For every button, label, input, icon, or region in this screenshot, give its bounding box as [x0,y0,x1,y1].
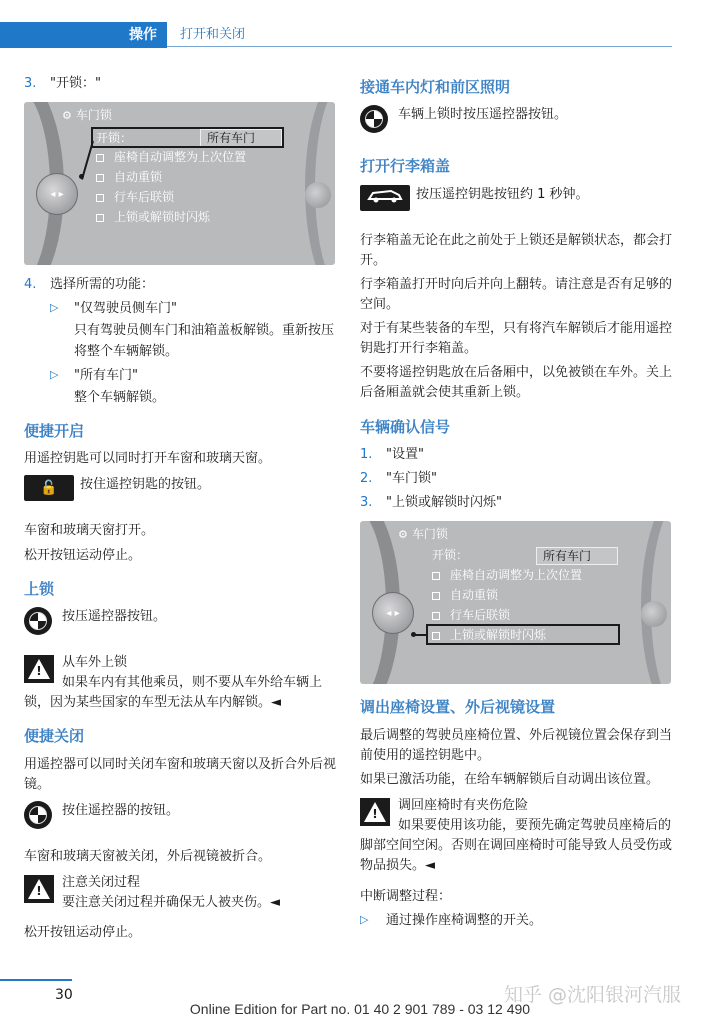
option-item: 座椅自动调整为上次位置 [432,567,582,583]
option-all-doors: ▷ "所有车门" [50,367,138,383]
option-item: 行车后联锁 [432,607,510,623]
footer-rule [0,979,72,981]
selection-frame [426,624,620,645]
option-item: 座椅自动调整为上次位置 [96,149,246,165]
callout-line [415,634,427,636]
warning-triangle-icon: ! [24,655,54,683]
heading-comfort-close: 便捷关闭 [24,727,85,746]
watermark: 知乎 @沈阳银河汽服 [504,984,682,1006]
warning-seat-pinch: ! 调回座椅时有夹伤危险 如果要使用该功能，要预先确定驾驶员座椅后的脚部空间空闲。否则在调回座椅时可能导致人员受伤或物品损失。◄ [360,797,673,874]
heading-lights: 接通车内灯和前区照明 [360,78,511,96]
section-tab: 操作 [0,22,167,48]
step-4: 4. 选择所需的功能： [24,277,155,293]
confirm-step: 2. "车门锁" [360,471,437,487]
warning-closing: ! 注意关闭过程 要注意关闭过程并确保无人被夹伤。◄ [24,873,339,913]
edition-note: Online Edition for Part no. 01 40 2 901 789 - 03 12 490 [189,1001,531,1017]
option-driver-door: ▷ "仅驾驶员侧车门" [50,301,177,317]
bmw-logo-icon [24,801,52,829]
warning-lock-outside: ! 从车外上锁 如果车内有其他乘员，则不要从车外给车辆上锁，因为某些国家的车型无法从车内解锁。◄ [24,654,323,711]
heading-seat-recall: 调出座椅设置、外后视镜设置 [360,698,556,717]
heading-confirm: 车辆确认信号 [360,417,451,436]
left-column: 3. "开锁：" ◂ ▸ ⚙ 车门锁 开锁： 所有车门 座椅自动调整为上次位置 自动重锁 行车后联锁 上锁或解锁时闪烁 4. 选择所需的功能： ▷ "仅驾驶员侧车门" 只有驾驶员侧车门和油箱盖板解锁。重新按压将整个车辆解锁。 ▷ "所有车门" 整个车辆解锁。 便捷开启 用遥控钥匙可以同时打开车窗和玻璃天窗。 🔓 按住遥控钥匙的按钮。 车窗和玻璃天窗打开。 松开按钮运动停止。 上锁 按压遥控器按钮。 ! 从车外上锁 如果车内有其他乘员，则不要从车外给车辆上锁，因为某些国家的车型无法从车内解锁。◄ 便捷关闭 用遥控器可以同时关闭车窗和玻璃天窗以及折合外后视镜。 按住遥控器的按钮。 车窗和玻璃天窗被关闭，外后视镜被折合。 ! 注意关闭过程 要注意关闭过程并确保无人被夹伤。◄ 松开按钮运动停止。 [24,74,339,947]
controller-knob-icon: ◂ ▸ [36,173,78,215]
screen-title: ⚙ 车门锁 [398,527,448,542]
option-item: 行车后联锁 [96,189,174,205]
warning-triangle-icon: ! [360,798,390,826]
right-column: 接通车内灯和前区照明 车辆上锁时按压遥控器按钮。 打开行李箱盖 按压遥控钥匙按钮约 1 秒钟。 行李箱盖无论在此之前处于上锁还是解锁状态，都会打开。 行李箱盖打开时向后并向上翻转。请注意是否有足够的空间。 对于有某些装备的车型，只有将汽车解锁后才能用遥控钥匙打开行李箱盖。 不要将遥控钥匙放在后备厢中，以免被锁在车外。关上后备厢盖就会使其重新上锁。 车辆确认信号 1. "设置" 2. "车门锁" 3. "上锁或解锁时闪烁" ◂ ▸ ⚙ 车门锁 开锁： 所有车门 座椅自动调整为上次位置 自动重锁 行车后联锁 上锁或解锁时闪烁 调出座椅设置、外后视镜设置 最后调整的驾驶员座椅位置、外后视镜位置会保存到当前使用的遥控钥匙中。 如果已激活功能，在给车辆解锁后自动调出该位置。 ! 调回座椅时有夹伤危险 如果要使用该功能，要预先确定驾驶员座椅后的脚部空间空闲。否则在调回座椅时可能导致人员受伤或物品损失。◄ 中断调整过程： ▷ 通过操作座椅调整的开关。 [360,74,675,933]
chapter-title: 打开和关闭 [180,27,246,42]
unlock-label: 开锁： [96,131,133,146]
option-driver-door-desc: 只有驾驶员侧车门和油箱盖板解锁。重新按压将整个车辆解锁。 [74,323,335,359]
unlock-key-icon: 🔓 [24,475,74,501]
option-item: 自动重锁 [96,169,162,185]
page-number: 30 [55,987,73,1003]
screen-title: ⚙ 车门锁 [62,108,112,123]
confirm-step: 1. "设置" [360,446,424,462]
trunk-car-icon [360,185,410,211]
page-header [0,22,720,48]
warning-triangle-icon: ! [24,875,54,903]
step-3: 3. "开锁：" [24,76,101,91]
unlock-value: 所有车门 [536,547,618,565]
unlock-label: 开锁： [432,548,469,563]
heading-comfort-open: 便捷开启 [24,421,85,440]
menu-button-icon [305,182,331,208]
header-divider [167,46,672,47]
selection-frame [91,127,284,148]
idrive-screen-unlock [24,102,335,265]
option-item: 上锁或解锁时闪烁 [432,627,546,643]
option-item: 上锁或解锁时闪烁 [96,209,210,225]
unlock-value: 所有车门 [200,129,282,147]
idrive-screen-flash [360,521,671,684]
bmw-logo-icon [360,105,388,133]
interrupt-bullet: ▷ 通过操作座椅调整的开关。 [360,912,543,928]
option-all-doors-desc: 整个车辆解锁。 [74,389,166,405]
heading-lock: 上锁 [24,579,55,598]
controller-knob-icon: ◂ ▸ [372,592,414,634]
option-item: 自动重锁 [432,587,498,603]
heading-trunk: 打开行李箱盖 [360,157,451,176]
confirm-step: 3. "上锁或解锁时闪烁" [360,495,502,511]
bmw-logo-icon [24,607,52,635]
gear-icon: ⚙ [62,109,72,123]
gear-icon: ⚙ [398,528,408,542]
